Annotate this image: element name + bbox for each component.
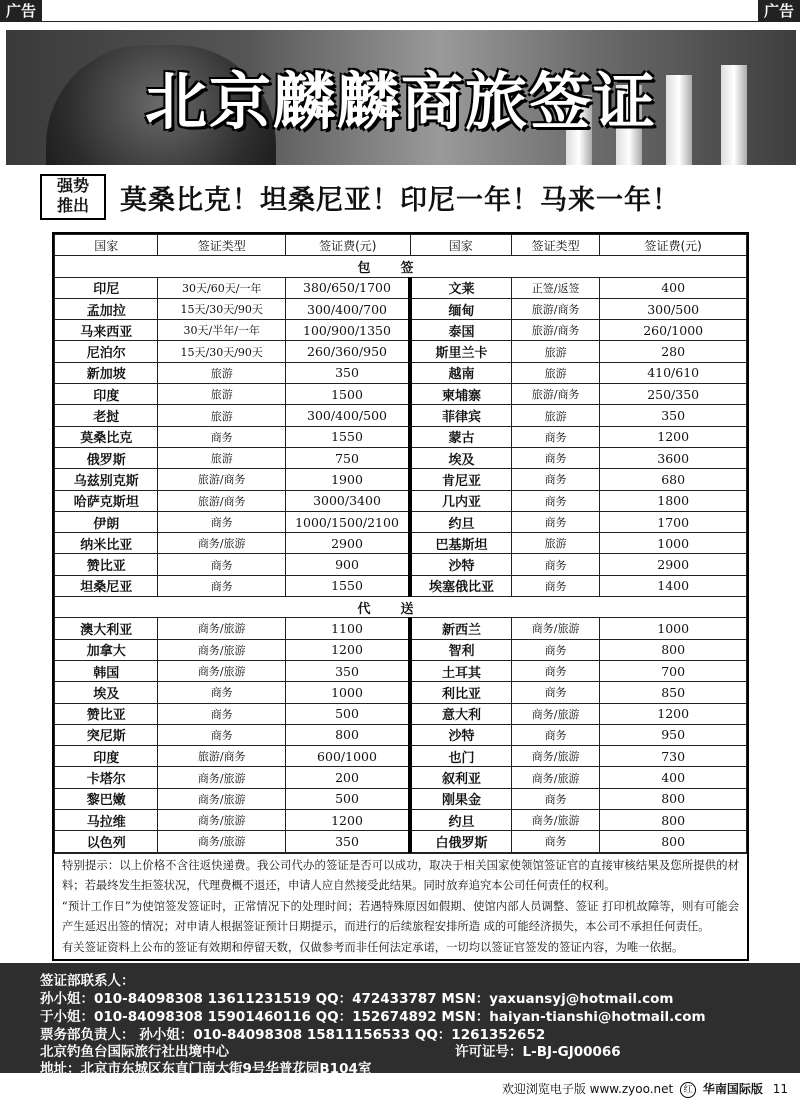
visa-type-cell: 商务 [158,724,286,745]
header-country: 国家 [55,235,158,256]
fee-cell: 300/500 [600,298,747,319]
country-cell: 蒙古 [410,426,511,447]
fee-cell: 1200 [285,810,410,831]
country-cell: 新西兰 [410,618,511,639]
visa-type-cell: 商务 [158,511,286,532]
country-cell: 土耳其 [410,660,511,681]
table-row [55,810,747,831]
visa-type-cell: 商务/旅游 [158,810,286,831]
country-cell: 沙特 [410,724,511,745]
visa-type-cell: 商务/旅游 [158,788,286,809]
visa-type-cell: 商务 [158,703,286,724]
footer-edition: 华南国际版 [702,1082,763,1096]
country-cell: 纳米比亚 [55,533,158,554]
table-row [55,831,747,852]
fee-cell: 250/350 [600,384,747,405]
visa-type-cell: 商务 [511,639,599,660]
visa-type-cell: 30天/半年/一年 [158,320,286,341]
visa-type-cell: 旅游/商务 [511,320,599,341]
visa-type-cell: 商务 [158,426,286,447]
visa-type-cell: 旅游 [511,362,599,383]
table-row [55,682,747,703]
visa-type-cell: 商务 [511,575,599,596]
table-row [55,788,747,809]
country-cell: 约旦 [410,511,511,532]
header-visa-type: 签证类型 [158,235,286,256]
visa-type-cell: 旅游 [511,405,599,426]
table-row [55,618,747,639]
visa-type-cell: 旅游 [158,447,286,468]
fee-cell: 1000 [600,618,747,639]
visa-type-cell: 商务 [511,426,599,447]
country-cell: 越南 [410,362,511,383]
agency-name: 北京钓鱼台国际旅行社出境中心 [40,1044,229,1060]
fee-cell: 800 [600,810,747,831]
country-cell: 突尼斯 [55,724,158,745]
fee-cell: 410/610 [600,362,747,383]
country-cell: 伊朗 [55,511,158,532]
visa-type-cell: 15天/30天/90天 [158,341,286,362]
visa-type-cell: 旅游 [158,362,286,383]
country-cell: 肯尼亚 [410,469,511,490]
country-cell: 智利 [410,639,511,660]
country-cell: 老挝 [55,405,158,426]
address: 地址：北京市东城区东直门南大街9号华普花园B104室 [40,1061,372,1077]
table-row [55,660,747,681]
fee-cell: 800 [600,639,747,660]
contact-line: 于小姐：010-84098308 15901460116 QQ：152674892 MSN：haiyan-tianshi@hotmail.com [40,1009,706,1025]
country-cell: 文莱 [410,277,511,298]
fee-cell: 3000/3400 [285,490,410,511]
fee-cell: 1900 [285,469,410,490]
visa-type-cell: 商务 [511,831,599,852]
country-cell: 以色列 [55,831,158,852]
fee-cell: 1100 [285,618,410,639]
visa-type-cell: 15天/30天/90天 [158,298,286,319]
contact-line: 票务部负责人： 孙小姐：010-84098308 15811156533 QQ：1261352652 [40,1027,546,1043]
notes [54,853,747,959]
visa-type-cell: 商务 [158,575,286,596]
fee-cell: 1200 [600,426,747,447]
visa-type-cell: 商务 [511,447,599,468]
country-cell: 缅甸 [410,298,511,319]
fee-cell: 350 [285,362,410,383]
country-cell: 马来西亚 [55,320,158,341]
fee-cell: 730 [600,746,747,767]
fee-cell: 850 [600,682,747,703]
fee-cell: 200 [285,767,410,788]
promo-badge [40,174,106,220]
page-number: 11 [772,1082,788,1096]
fee-cell: 1200 [285,639,410,660]
table-row [55,724,747,745]
table-row [55,341,747,362]
table-row [55,533,747,554]
fee-cell: 500 [285,788,410,809]
visa-type-cell: 商务/旅游 [511,810,599,831]
country-cell: 印度 [55,384,158,405]
fee-cell: 1000/1500/2100 [285,511,410,532]
country-cell: 坦桑尼亚 [55,575,158,596]
country-cell: 俄罗斯 [55,447,158,468]
visa-type-cell: 旅游/商务 [511,298,599,319]
visa-type-cell: 商务/旅游 [158,831,286,852]
visa-type-cell: 商务/旅游 [511,746,599,767]
table-row [55,298,747,319]
country-cell: 埃塞俄比亚 [410,575,511,596]
banner [6,30,796,165]
country-cell: 孟加拉 [55,298,158,319]
footer-website: 欢迎浏览电子版 www.zyoo.net [501,1082,674,1096]
table-row [55,703,747,724]
country-cell: 沙特 [410,554,511,575]
country-cell: 印度 [55,746,158,767]
country-cell: 黎巴嫩 [55,788,158,809]
table-row [55,490,747,511]
fee-cell: 400 [600,277,747,298]
fee-cell: 950 [600,724,747,745]
country-cell: 韩国 [55,660,158,681]
country-cell: 印尼 [55,277,158,298]
fee-cell: 1000 [600,533,747,554]
country-cell: 几内亚 [410,490,511,511]
country-cell: 巴基斯坦 [410,533,511,554]
note-paragraph: 特别提示：以上价格不含往返快递费。我公司代办的签证是否可以成功，取决于相关国家使领馆签证官的直接审核结果及您所提供的材料；若最终发生拒签状况，代理费概不退还，申请人应自然接受此结果。同时放弃追究本公司任何责任的权利。 [62,858,739,893]
country-cell: 斯里兰卡 [410,341,511,362]
visa-type-cell: 30天/60天/一年 [158,277,286,298]
country-cell: 刚果金 [410,788,511,809]
section-label: 包签 [55,256,747,277]
ad-tag-right: 广告 [758,0,800,22]
visa-type-cell: 商务 [511,724,599,745]
fee-cell: 750 [285,447,410,468]
table-row [55,511,747,532]
visa-type-cell: 旅游/商务 [511,384,599,405]
contact-heading: 签证部联系人： [40,973,135,989]
visa-type-cell: 商务/旅游 [158,533,286,554]
country-cell: 澳大利亚 [55,618,158,639]
fee-cell: 3600 [600,447,747,468]
table-row [55,384,747,405]
magazine-logo-icon: 红 [680,1082,696,1098]
fee-cell: 300/400/500 [285,405,410,426]
country-cell: 卡塔尔 [55,767,158,788]
visa-type-cell: 商务/旅游 [158,767,286,788]
fee-cell: 260/1000 [600,320,747,341]
ad-tag-left: 广告 [0,0,42,22]
country-cell: 赞比亚 [55,554,158,575]
license-number: 许可证号：L-BJ-GJ00066 [455,1044,621,1060]
fee-cell: 500 [285,703,410,724]
visa-type-cell: 商务 [511,511,599,532]
visa-type-cell: 旅游 [158,384,286,405]
footer [0,1078,800,1100]
header-visa-type: 签证类型 [511,235,599,256]
table-row [55,362,747,383]
country-cell: 马拉维 [55,810,158,831]
fee-cell: 600/1000 [285,746,410,767]
visa-type-cell: 商务 [511,788,599,809]
section-row [55,597,747,618]
contact-line: 孙小姐：010-84098308 13611231519 QQ：472433787 MSN：yaxuansyj@hotmail.com [40,991,674,1007]
fee-cell: 1000 [285,682,410,703]
visa-type-cell: 商务 [511,490,599,511]
visa-type-cell: 旅游 [511,341,599,362]
table-header-row [55,235,747,256]
country-cell: 约旦 [410,810,511,831]
table-row [55,746,747,767]
visa-type-cell: 商务/旅游 [158,639,286,660]
visa-type-cell: 商务 [511,660,599,681]
visa-type-cell: 商务 [158,554,286,575]
table-row [55,469,747,490]
fee-cell: 1800 [600,490,747,511]
fee-cell: 280 [600,341,747,362]
country-cell: 柬埔寨 [410,384,511,405]
fee-cell: 1550 [285,575,410,596]
country-cell: 赞比亚 [55,703,158,724]
fee-cell: 900 [285,554,410,575]
contact-panel [0,963,800,1077]
section-row [55,256,747,277]
header-fee: 签证费(元) [285,235,410,256]
header-fee: 签证费(元) [600,235,747,256]
country-cell: 哈萨克斯坦 [55,490,158,511]
visa-type-cell: 正签/返签 [511,277,599,298]
section-label: 代送 [55,597,747,618]
country-cell: 利比亚 [410,682,511,703]
country-cell: 菲律宾 [410,405,511,426]
fee-cell: 350 [600,405,747,426]
fee-cell: 1550 [285,426,410,447]
country-cell: 莫桑比克 [55,426,158,447]
country-cell: 埃及 [410,447,511,468]
table-row [55,320,747,341]
fee-cell: 800 [600,788,747,809]
visa-type-cell: 旅游/商务 [158,746,286,767]
fee-cell: 260/360/950 [285,341,410,362]
table-row [55,554,747,575]
fee-cell: 2900 [285,533,410,554]
visa-type-cell: 商务 [511,469,599,490]
country-cell: 加拿大 [55,639,158,660]
country-cell: 叙利亚 [410,767,511,788]
promo [40,172,760,220]
table-row [55,639,747,660]
visa-type-cell: 商务/旅游 [158,618,286,639]
visa-type-cell: 商务 [511,682,599,703]
promo-badge-line2: 推出 [56,196,89,215]
promo-badge-line1: 强势 [56,176,89,195]
fee-cell: 800 [600,831,747,852]
visa-table [52,232,749,961]
table-row [55,575,747,596]
country-cell: 泰国 [410,320,511,341]
country-cell: 白俄罗斯 [410,831,511,852]
table-row [55,277,747,298]
visa-type-cell: 旅游 [158,405,286,426]
country-cell: 埃及 [55,682,158,703]
fee-cell: 350 [285,660,410,681]
fee-cell: 100/900/1350 [285,320,410,341]
promo-text: 莫桑比克！坦桑尼亚！印尼一年！马来一年！ [120,185,680,216]
visa-type-cell: 商务 [158,682,286,703]
visa-type-cell: 商务 [511,554,599,575]
table-row [55,426,747,447]
visa-type-cell: 商务/旅游 [511,767,599,788]
country-cell: 意大利 [410,703,511,724]
visa-type-cell: 商务/旅游 [511,618,599,639]
note-paragraph: “预计工作日”为使馆签发签证时，正常情况下的处理时间；若遇特殊原因如假期、使馆内部人员调整、签证 打印机故障等，则有可能会产生延迟出签的情况；对申请人根据签证预计日期提示，而进行的后续旅程安排所造 成的可能经济损失，本公司不承担任何责任。 [62,899,739,934]
table-row [55,447,747,468]
note-paragraph: 有关签证资料上公布的签证有效期和停留天数，仅做参考而非任何法定承诺，一切均以签证官签发的签证内容，为唯一依据。 [62,940,684,954]
fee-cell: 1200 [600,703,747,724]
fee-cell: 700 [600,660,747,681]
country-cell: 尼泊尔 [55,341,158,362]
fee-cell: 800 [285,724,410,745]
fee-cell: 1400 [600,575,747,596]
fee-cell: 300/400/700 [285,298,410,319]
fee-cell: 2900 [600,554,747,575]
top-rule [0,21,800,22]
fee-cell: 680 [600,469,747,490]
country-cell: 新加坡 [55,362,158,383]
fee-cell: 1500 [285,384,410,405]
table-row [55,405,747,426]
fee-cell: 380/650/1700 [285,277,410,298]
visa-type-cell: 旅游/商务 [158,469,286,490]
fee-cell: 400 [600,767,747,788]
header-country: 国家 [410,235,511,256]
visa-type-cell: 商务/旅游 [158,660,286,681]
table-row [55,767,747,788]
banner-title: 北京麟麟商旅签证 [144,65,657,138]
country-cell: 也门 [410,746,511,767]
fee-cell: 1700 [600,511,747,532]
visa-type-cell: 旅游/商务 [158,490,286,511]
visa-type-cell: 商务/旅游 [511,703,599,724]
fee-cell: 350 [285,831,410,852]
visa-type-cell: 旅游 [511,533,599,554]
country-cell: 乌兹别克斯 [55,469,158,490]
